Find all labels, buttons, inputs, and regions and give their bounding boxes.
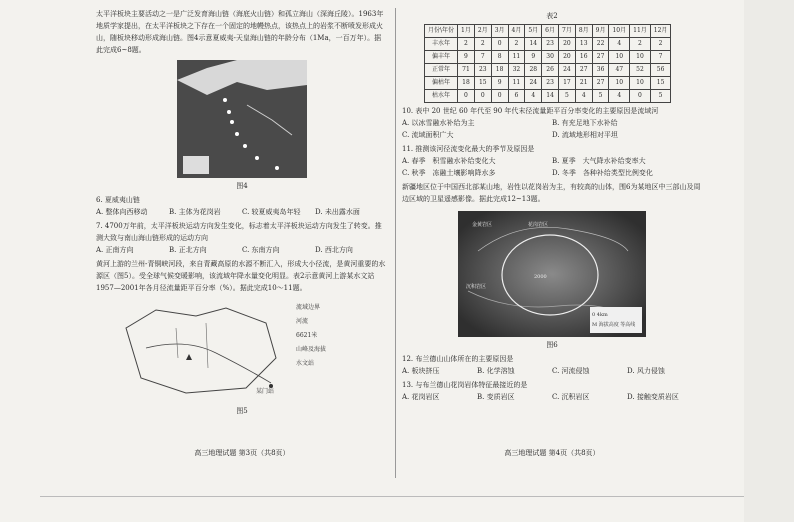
legend-label: M 海拔高度 等高线 (592, 322, 636, 328)
table-cell: 5 (559, 90, 576, 103)
table-cell: 27 (575, 64, 592, 77)
table-row (425, 64, 671, 77)
table-cell: 71 (458, 64, 475, 77)
passage-2: 黄河上游的兰州-青铜峡河段，来自青藏高原的水源不断汇入，形成大小径流，是黄河重要的水源区（图5）。受全球气候变暖影响，该流域年降水量变化明显。表2示意黄河上游某水文站1957—2001年各月径流量距平百分率（%）。据此完成10～11题。 (96, 260, 386, 292)
question-10: 10. 表中 20 世纪 60 年代至 90 年代末径流量距平百分率变化的主要原因是流域河 (402, 107, 659, 115)
table-cell: 6 (508, 90, 525, 103)
table-cell: 5 (592, 90, 609, 103)
page-divider (395, 8, 396, 478)
table-cell: 10 (630, 51, 651, 64)
contour-label: 2000 (534, 274, 547, 280)
table-cell: 27 (592, 77, 609, 90)
question-7-options (96, 244, 388, 256)
table-cell: 27 (592, 51, 609, 64)
option: B. 有充足地下水补给 (552, 119, 618, 127)
option: D. 西北方向 (315, 246, 353, 254)
table-row (425, 51, 671, 64)
legend-boundary: 流域边界 (296, 304, 321, 311)
table-cell: 10 (609, 77, 630, 90)
table-cell: 0 (458, 90, 475, 103)
page-4-footer: 高三地理试题 第4页（共8页） (504, 449, 600, 457)
table-cell: 0 (474, 90, 491, 103)
table-row (425, 77, 671, 90)
table-cell: 22 (592, 38, 609, 51)
figure-6-image (458, 211, 646, 337)
pacific-hotspot-map (177, 60, 307, 178)
table-header-row (425, 25, 671, 38)
table-cell: 24 (559, 64, 576, 77)
table-cell: 30 (542, 51, 559, 64)
table-cell: 56 (650, 64, 671, 77)
table-cell: 12月 (650, 25, 671, 38)
table-cell: 7 (474, 51, 491, 64)
table-cell: 9 (458, 51, 475, 64)
scan-edge-line (40, 496, 764, 497)
table-cell: 偏丰年 (425, 51, 458, 64)
table-cell: 8月 (575, 25, 592, 38)
figure-5-map (116, 298, 286, 398)
table-cell: 丰水年 (425, 38, 458, 51)
option: D. 流域地形相对平坦 (552, 131, 618, 139)
table-cell: 16 (575, 51, 592, 64)
table-cell: 9月 (592, 25, 609, 38)
table-cell: 47 (609, 64, 630, 77)
question-6: 6. 夏威夷山链 (96, 196, 140, 204)
option: D. 冬季 各种补给类型比例变化 (552, 169, 653, 177)
table-cell: 11月 (630, 25, 651, 38)
table-cell: 枯水年 (425, 90, 458, 103)
question-6-options (96, 206, 388, 218)
option: B. 变质岩区 (477, 393, 515, 401)
region-label-top: 花岗岩区 (528, 222, 549, 228)
table-2-title: 表2 (546, 12, 558, 20)
table-cell: 7月 (559, 25, 576, 38)
table-2 (424, 24, 671, 103)
table-cell: 4月 (508, 25, 525, 38)
figure-6-caption: 图6 (546, 341, 558, 349)
region-label-left: 金黄岩区 (472, 222, 493, 228)
table-cell: 6月 (542, 25, 559, 38)
question-12: 12. 布兰德山山体所在的主要原因是 (402, 355, 514, 363)
table-cell: 15 (650, 77, 671, 90)
figure-5-caption: 图5 (236, 407, 248, 415)
scale-label: 0 4km (592, 312, 608, 318)
table-cell: 2 (458, 38, 475, 51)
table-cell: 32 (508, 64, 525, 77)
station-label: 某门站 (256, 388, 275, 395)
table-cell: 2月 (474, 25, 491, 38)
table-cell: 0 (491, 90, 508, 103)
table-cell: 52 (630, 64, 651, 77)
table-cell: 14 (542, 90, 559, 103)
table-cell: 0 (491, 38, 508, 51)
table-row (425, 38, 671, 51)
table-cell: 0 (630, 90, 651, 103)
table-cell: 18 (458, 77, 475, 90)
option: A. 春季 积雪融水补给变化大 (402, 157, 496, 165)
table-cell: 10 (609, 51, 630, 64)
table-cell: 28 (525, 64, 542, 77)
option: B. 正北方向 (169, 246, 207, 254)
option: C. 秋季 冻融土壤影响降水多 (402, 169, 496, 177)
question-7: 7. 4700万年前，太平洋板块运动方向发生变化，标志着太平洋板块运动方向发生了转变。推测大致与南山海山链形成的运动方向 (96, 222, 382, 242)
table-cell: 36 (592, 64, 609, 77)
option: A. 正南方向 (96, 246, 134, 254)
option: D. 风力侵蚀 (627, 367, 665, 375)
figure-4-caption: 图4 (236, 182, 248, 190)
table-cell: 1月 (458, 25, 475, 38)
question-10-options (402, 117, 702, 141)
table-cell: 23 (542, 38, 559, 51)
table-cell: 10月 (609, 25, 630, 38)
table-cell: 15 (474, 77, 491, 90)
option: C. 东南方向 (242, 246, 280, 254)
option: A. 以冰雪融水补给为主 (402, 119, 475, 127)
table-cell: 2 (508, 38, 525, 51)
page-3 (96, 8, 388, 417)
option: B. 化学溶蚀 (477, 367, 515, 375)
table-cell: 11 (508, 51, 525, 64)
option: A. 整体向西移动 (96, 208, 148, 216)
table-cell: 9 (491, 77, 508, 90)
table-cell: 9 (525, 51, 542, 64)
option: C. 河流侵蚀 (552, 367, 590, 375)
table-cell: 14 (525, 38, 542, 51)
table-cell: 4 (525, 90, 542, 103)
question-13-options (402, 391, 702, 403)
option: C. 流域面积广大 (402, 131, 454, 139)
legend-ridge: 山峰及海拔 (296, 346, 327, 353)
scan-margin (744, 0, 794, 522)
table-cell: 2 (630, 38, 651, 51)
table-cell: 20 (559, 51, 576, 64)
table-cell: 月份\年份 (425, 25, 458, 38)
table-cell: 23 (542, 77, 559, 90)
table-row (425, 90, 671, 103)
option: A. 花岗岩区 (402, 393, 440, 401)
table-cell: 10 (630, 77, 651, 90)
table-cell: 3月 (491, 25, 508, 38)
option: C. 沉积岩区 (552, 393, 590, 401)
table-cell: 11 (508, 77, 525, 90)
legend-peak: 6621米 (296, 332, 318, 339)
table-cell: 21 (575, 77, 592, 90)
table-cell: 5月 (525, 25, 542, 38)
table-cell: 26 (542, 64, 559, 77)
question-11-options (402, 155, 702, 179)
table-cell: 2 (650, 38, 671, 51)
legend-river: 河流 (296, 318, 309, 325)
option: B. 夏季 大气降水补给变率大 (552, 157, 646, 165)
option: A. 板块挤压 (402, 367, 440, 375)
table-cell: 8 (491, 51, 508, 64)
table-cell: 17 (559, 77, 576, 90)
legend-station: 水文站 (296, 360, 315, 367)
passage-1: 太平洋板块主要活动之一是广泛发育海山链（海底火山链）和孤立海山（深海丘陵）。1963年地质学家提出，在太平洋板块之下存在一个固定的地幔热点，该热点上的岩浆不断喷发形成火山，随板块移动形成海山链。图4示意夏威夷-天皇海山链的年龄分布（1Ma，一百万年）。据此完成6~8题。 (96, 10, 384, 54)
question-12-options (402, 365, 702, 377)
table-cell: 正常年 (425, 64, 458, 77)
table-cell: 偏枯年 (425, 77, 458, 90)
table-cell: 23 (474, 64, 491, 77)
table-cell: 24 (525, 77, 542, 90)
option: D. 未出露水面 (315, 208, 360, 216)
option: D. 接触变质岩区 (627, 393, 679, 401)
figure-4-map (177, 60, 307, 178)
page-4 (402, 8, 702, 403)
passage-3: 新疆地区位于中国西北部某山地，岩性以花岗岩为主，有较高的山体，围6为某地区中三部山及周边区域的卫星遥感影像。据此完成12~13题。 (402, 183, 701, 203)
region-label-granite: 沉积岩区 (466, 284, 487, 290)
option: B. 主体为花岗岩 (169, 208, 221, 216)
option: C. 较夏威夷岛年轻 (242, 208, 301, 216)
table-cell: 18 (491, 64, 508, 77)
table-cell: 4 (609, 90, 630, 103)
question-11: 11. 推测该河径流变化最大的季节及原因是 (402, 145, 535, 153)
table-cell: 20 (559, 38, 576, 51)
table-cell: 4 (609, 38, 630, 51)
question-13: 13. 与布兰德山花岗岩体特征最接近的是 (402, 381, 528, 389)
figure-5 (96, 298, 388, 403)
table-cell: 5 (650, 90, 671, 103)
table-cell: 2 (474, 38, 491, 51)
table-cell: 13 (575, 38, 592, 51)
table-cell: 7 (650, 51, 671, 64)
table-cell: 4 (575, 90, 592, 103)
page-3-footer: 高三地理试题 第3页（共8页） (194, 449, 290, 457)
